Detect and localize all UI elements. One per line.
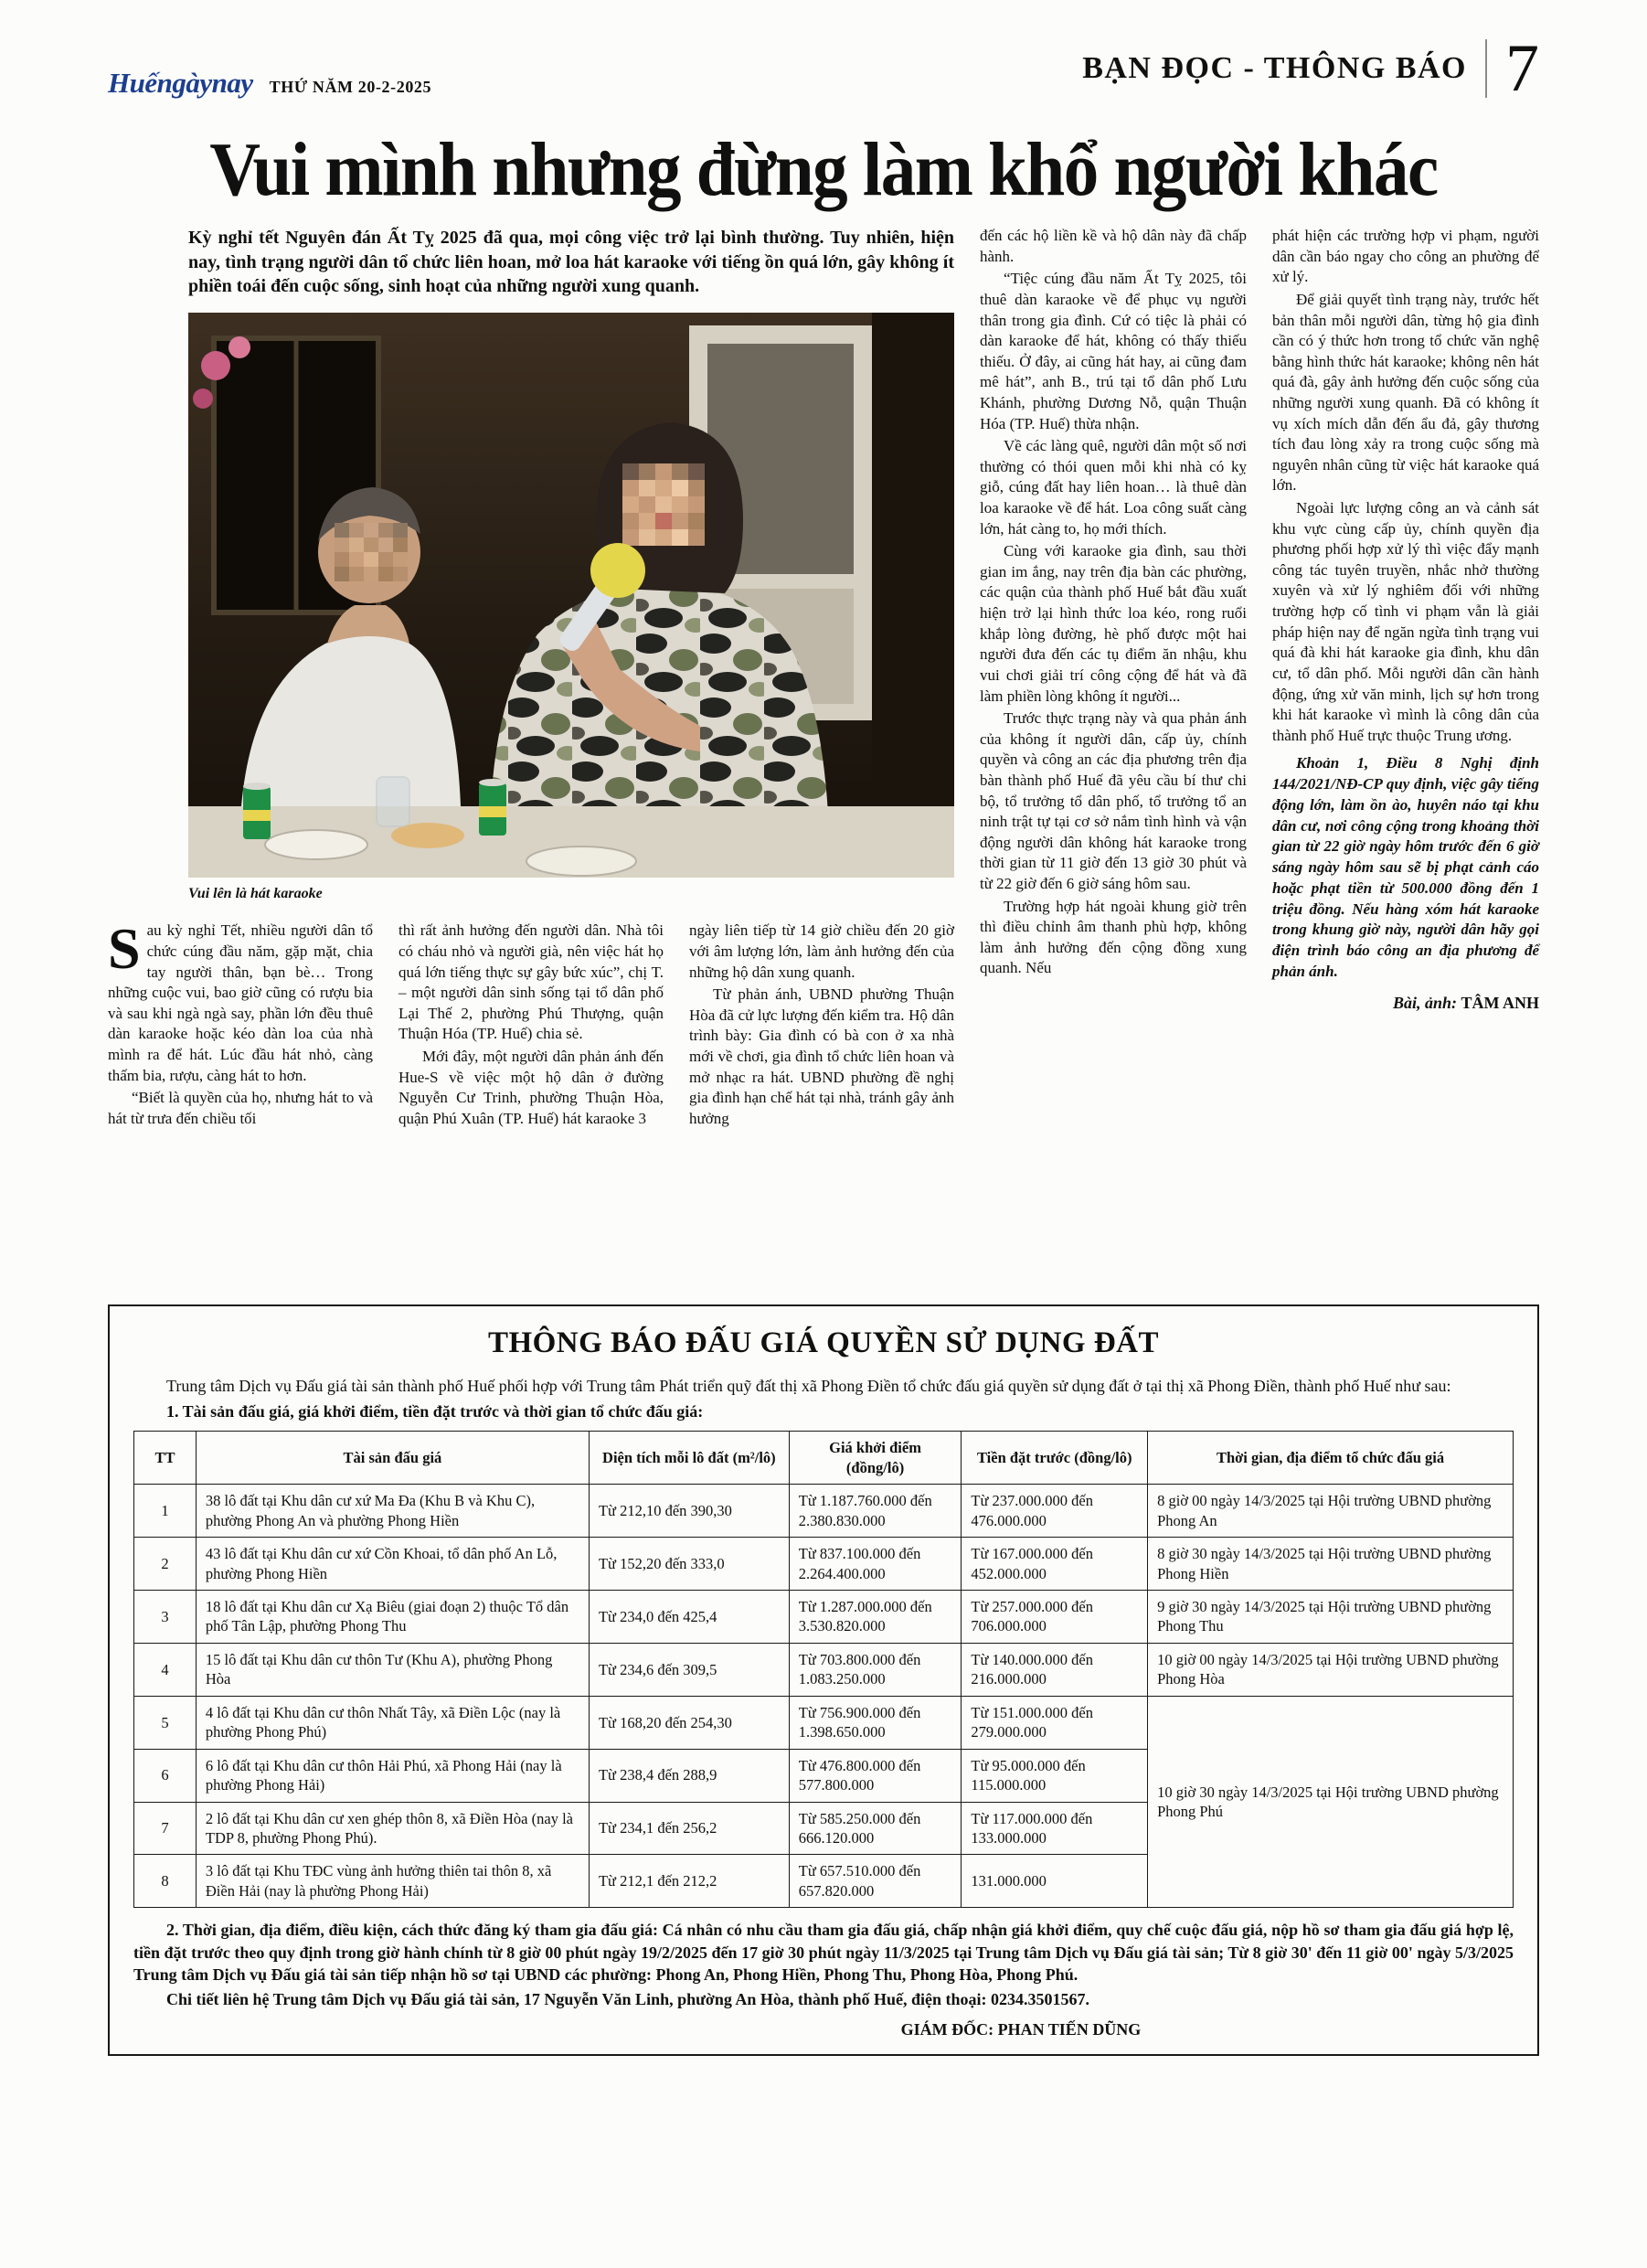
cell-area: Từ 152,20 đến 333,0 bbox=[589, 1538, 789, 1591]
auction-table bbox=[133, 1431, 1514, 1908]
notice-intro: Trung tâm Dịch vụ Đấu giá tài sản thành phố Huế phối hợp với Trung tâm Phát triển quỹ đất thị xã Phong Điền tổ chức đấu giá quyền sử dụng đất ở tại thị xã Phong Điền, thành phố Huế như sau: bbox=[166, 1377, 1451, 1396]
cell-area: Từ 234,6 đến 309,5 bbox=[589, 1643, 789, 1696]
cell-tt: 7 bbox=[134, 1802, 197, 1855]
article-column-3 bbox=[689, 921, 954, 1131]
paragraph-text: au kỳ nghỉ Tết, nhiều người dân tổ chức cúng đầu năm, gặp mặt, chia tay người thân, bạn bè… Trong những cuộc vui, bao giờ cũng có rượu bia và sau khi ngà ngà say, phần lớn đều thuê dàn karaoke hoặc kéo dàn loa của nhà mình ra để hát. Lúc đầu hát nhỏ, càng thấm bia, rượu, càng hát to hơn. bbox=[108, 921, 373, 1084]
header-divider bbox=[1485, 39, 1487, 98]
cell-area: Từ 212,1 đến 212,2 bbox=[589, 1855, 789, 1908]
paragraph: đến các hộ liền kề và hộ dân này đã chấp hành. bbox=[980, 227, 1247, 265]
cell-area: Từ 168,20 đến 254,30 bbox=[589, 1696, 789, 1749]
cell-asset: 3 lô đất tại Khu TĐC vùng ảnh hưởng thiên tai thôn 8, xã Điền Hải (nay là phường Phong Hải) bbox=[196, 1855, 589, 1908]
cell-asset: 2 lô đất tại Khu dân cư xen ghép thôn 8, xã Điền Hòa (nay là TDP 8, phường Phong Phú). bbox=[196, 1802, 589, 1855]
cell-price: Từ 756.900.000 đến 1.398.650.000 bbox=[789, 1696, 962, 1749]
masthead-logo: Huếngàynay bbox=[108, 66, 253, 99]
cell-price: Từ 703.800.000 đến 1.083.250.000 bbox=[789, 1643, 962, 1696]
cell-time: 10 giờ 00 ngày 14/3/2025 tại Hội trường UBND phường Phong Hòa bbox=[1148, 1643, 1514, 1696]
cell-deposit: Từ 237.000.000 đến 476.000.000 bbox=[962, 1485, 1148, 1538]
table-row bbox=[134, 1591, 1514, 1644]
header-asset: Tài sản đấu giá bbox=[196, 1432, 589, 1485]
page-number: 7 bbox=[1505, 31, 1539, 106]
cell-tt: 6 bbox=[134, 1749, 197, 1802]
table-row bbox=[134, 1485, 1514, 1538]
paragraph: Về các làng quê, người dân một số nơi thường có thói quen mỗi khi nhà có kỵ giỗ, cúng đất hay liên hoan… là thuê dàn loa karaoke về để hát. Loa công suất càng lớn, hát càng to, họ mới thích. bbox=[980, 437, 1247, 538]
paragraph: “Biết là quyền của họ, nhưng hát to và hát từ trưa đến chiều tối bbox=[108, 1089, 373, 1127]
cell-area: Từ 212,10 đến 390,30 bbox=[589, 1485, 789, 1538]
cell-time-merged: 10 giờ 30 ngày 14/3/2025 tại Hội trường UBND phường Phong Phú bbox=[1148, 1696, 1514, 1908]
cell-time: 8 giờ 00 ngày 14/3/2025 tại Hội trường UBND phường Phong An bbox=[1148, 1485, 1514, 1538]
cell-price: Từ 476.800.000 đến 577.800.000 bbox=[789, 1749, 962, 1802]
article-headline: Vui mình nhưng đừng làm khổ người khác bbox=[209, 126, 1438, 212]
notice-contact: Chi tiết liên hệ Trung tâm Dịch vụ Đấu giá tài sản, 17 Nguyễn Văn Linh, phường An Hòa, thành phố Huế, điện thoại: 0234.3501567. bbox=[166, 1989, 1089, 2008]
cell-deposit: 131.000.000 bbox=[962, 1855, 1148, 1908]
cell-deposit: Từ 151.000.000 đến 279.000.000 bbox=[962, 1696, 1148, 1749]
paragraph: “Tiệc cúng đầu năm Ất Tỵ 2025, tôi thuê dàn karaoke về để phục vụ người thân trong gia đình. Cứ có tiệc là phải có dàn karaoke để hát, không có thấy thiếu thiếu. Ở đây, ai cũng hát hay, ai cũng đam mê hát”, anh B., trú tại tổ dân phố Lưu Khánh, phường Dương Nỗ, quận Thuận Hóa (TP. Huế) thừa nhận. bbox=[980, 270, 1247, 432]
masthead bbox=[108, 67, 431, 100]
article-columns-lower bbox=[108, 916, 954, 1131]
auction-notice bbox=[108, 1304, 1539, 2056]
byline-name: TÂM ANH bbox=[1461, 993, 1539, 1012]
article-body bbox=[108, 226, 1539, 1277]
paragraph: Trường hợp hát ngoài khung giờ trên thì điều chỉnh âm thanh phù hợp, không làm ảnh hưởng đến cộng đồng xung quanh. Nếu bbox=[980, 897, 1247, 977]
cell-area: Từ 234,1 đến 256,2 bbox=[589, 1802, 789, 1855]
drop-cap: S bbox=[108, 916, 141, 982]
header-deposit: Tiền đặt trước (đồng/lô) bbox=[962, 1432, 1148, 1485]
karaoke-photo-illustration bbox=[188, 313, 954, 878]
cell-price: Từ 837.100.000 đến 2.264.400.000 bbox=[789, 1538, 962, 1591]
table-row bbox=[134, 1538, 1514, 1591]
cell-tt: 4 bbox=[134, 1643, 197, 1696]
cell-price: Từ 1.287.000.000 đến 3.530.820.000 bbox=[789, 1591, 962, 1644]
cell-deposit: Từ 95.000.000 đến 115.000.000 bbox=[962, 1749, 1148, 1802]
article-column-4 bbox=[980, 226, 1247, 1277]
cell-deposit: Từ 167.000.000 đến 452.000.000 bbox=[962, 1538, 1148, 1591]
paragraph: Trước thực trạng này và qua phản ánh của không ít người dân, cấp ủy, chính quyền và công an các địa phương trên địa bàn thành phố Huế đã yêu cầu bí thư chi bộ, tổ trưởng tổ dân phố, tổ trưởng tổ an ninh trật tự tại cơ sở nắm tình hình và vận động người dân không hát karaoke trong thời gian từ 11 giờ đến 13 giờ 30 phút và từ 22 giờ đến 6 giờ sáng hôm sau. bbox=[980, 709, 1247, 893]
table-row bbox=[134, 1643, 1514, 1696]
paragraph: Mới đây, một người dân phản ánh đến Hue-S về việc một hộ dân ở đường Nguyễn Cư Trinh, phường Thuận Hòa, quận Phú Xuân (TP. Huế) hát karaoke 3 bbox=[398, 1047, 664, 1127]
section-header bbox=[1082, 31, 1539, 106]
header-tt: TT bbox=[134, 1432, 197, 1485]
cell-asset: 6 lô đất tại Khu dân cư thôn Hải Phú, xã Phong Hải (nay là phường Phong Hải) bbox=[196, 1749, 589, 1802]
notice-section2-text: Cá nhân có nhu cầu tham gia đấu giá, chấp nhận giá khởi điểm, quy chế cuộc đấu giá, nộp hồ sơ tham gia đấu giá hợp lệ, tiền đặt trước theo quy định trong giờ hành chính từ 8 giờ 00 phút ngày 19/2/2025 đến 17 giờ 30 phút ngày 11/3/2025 tại Trung tâm Dịch vụ Đấu giá tài sản; Từ 8 giờ 30' đến 11 giờ 00' ngày 5/3/2025 Trung tâm Dịch vụ Đấu giá tài sản tiếp nhận hồ sơ tại UBND các phường: Phong An, Phong Hiền, Phong Thu, Phong Hòa, Phong Phú. bbox=[133, 1921, 1514, 1985]
article-column-2 bbox=[398, 921, 664, 1131]
cell-price: Từ 585.250.000 đến 666.120.000 bbox=[789, 1802, 962, 1855]
header-time: Thời gian, địa điểm tổ chức đấu giá bbox=[1148, 1432, 1514, 1485]
cell-deposit: Từ 140.000.000 đến 216.000.000 bbox=[962, 1643, 1148, 1696]
paragraph: Ngoài lực lượng công an và cảnh sát khu vực cùng cấp ủy, chính quyền địa phương phối hợp xử lý thì việc đẩy mạnh công tác tuyên truyền, nhắc nhở thường xuyên và xử lý nghiêm đối với những trường hợp cố tình vi phạm vẫn là giải pháp hiện nay để ngăn ngừa tình trạng vui quá đà khi hát karaoke gia đình, khu dân cư, tổ dân phố. Mỗi người dân cần hành động, ứng xử văn minh, lịch sự hơn trong khi hát karaoke vì mình là công dân của thành phố Huế trực thuộc Trung ương. bbox=[1272, 499, 1539, 744]
article-lede: Kỳ nghỉ tết Nguyên đán Ất Tỵ 2025 đã qua, mọi công việc trở lại bình thường. Tuy nhiên, hiện nay, tình trạng người dân tổ chức liên hoan, mở loa hát karaoke với tiếng ồn quá lớn, gây không ít phiền toái đến cuộc sống, sinh hoạt của những người xung quanh. bbox=[188, 228, 954, 296]
cell-area: Từ 238,4 đến 288,9 bbox=[589, 1749, 789, 1802]
cell-tt: 1 bbox=[134, 1485, 197, 1538]
cell-time: 9 giờ 30 ngày 14/3/2025 tại Hội trường UBND phường Phong Thu bbox=[1148, 1591, 1514, 1644]
legal-note: Khoản 1, Điều 8 Nghị định 144/2021/NĐ-CP quy định, việc gây tiếng động lớn, làm ồn ào, huyên náo tại khu dân cư, nơi công cộng trong khoảng thời gian từ 22 giờ ngày hôm trước đến 6 giờ sáng ngày hôm sau sẽ bị phạt cảnh cáo hoặc phạt tiền từ 500.000 đồng đến 1 triệu đồng. Nếu hàng xóm hát karaoke trong khung giờ này, người dân hãy gọi điện trình báo công an địa phương để phản ánh. bbox=[1272, 754, 1539, 981]
cell-tt: 3 bbox=[134, 1591, 197, 1644]
article-photo bbox=[188, 313, 954, 878]
cell-asset: 15 lô đất tại Khu dân cư thôn Tư (Khu A), phường Phong Hòa bbox=[196, 1643, 589, 1696]
cell-asset: 38 lô đất tại Khu dân cư xứ Ma Đa (Khu B và Khu C), phường Phong An và phường Phong Hiền bbox=[196, 1485, 589, 1538]
director-signature: GIÁM ĐỐC: PHAN TIẾN DŨNG bbox=[900, 2019, 1142, 2039]
photo-caption: Vui lên là hát karaoke bbox=[188, 886, 323, 902]
cell-asset: 43 lô đất tại Khu dân cư xứ Cồn Khoai, tổ dân phố An Lỗ, phường Phong Hiền bbox=[196, 1538, 589, 1591]
table-header-row bbox=[134, 1432, 1514, 1485]
paragraph bbox=[108, 916, 373, 1086]
paragraph: thì rất ảnh hưởng đến người dân. Nhà tôi có cháu nhỏ và người già, nên việc hát họ quá lớn tiếng thực sự gây bức xúc”, chị T. – một người dân sinh sống tại tổ dân phố Lại Thế 2, phường Phú Thượng, quận Thuận Hóa (TP. Huế) chia sẻ. bbox=[398, 921, 664, 1043]
article-left-zone bbox=[108, 226, 954, 1277]
cell-price: Từ 657.510.000 đến 657.820.000 bbox=[789, 1855, 962, 1908]
table-row bbox=[134, 1696, 1514, 1749]
cell-time: 8 giờ 30 ngày 14/3/2025 tại Hội trường UBND phường Phong Hiền bbox=[1148, 1538, 1514, 1591]
notice-title: THÔNG BÁO ĐẤU GIÁ QUYỀN SỬ DỤNG ĐẤT bbox=[487, 1326, 1160, 1360]
cell-price: Từ 1.187.760.000 đến 2.380.830.000 bbox=[789, 1485, 962, 1538]
article-column-1 bbox=[108, 916, 373, 1131]
section-title: BẠN ĐỌC - THÔNG BÁO bbox=[1082, 51, 1467, 86]
cell-deposit: Từ 257.000.000 đến 706.000.000 bbox=[962, 1591, 1148, 1644]
pixelated-face-right bbox=[622, 463, 705, 546]
notice-section1: 1. Tài sản đấu giá, giá khởi điểm, tiền đặt trước và thời gian tổ chức đấu giá: bbox=[166, 1402, 704, 1421]
cell-tt: 8 bbox=[134, 1855, 197, 1908]
cell-area: Từ 234,0 đến 425,4 bbox=[589, 1591, 789, 1644]
issue-date: THỨ NĂM 20-2-2025 bbox=[269, 77, 432, 96]
header-price: Giá khởi điểm (đồng/lô) bbox=[789, 1432, 962, 1485]
header-area: Diện tích mỗi lô đất (m²/lô) bbox=[589, 1432, 789, 1485]
paragraph: Cùng với karaoke gia đình, sau thời gian im ắng, nay trên địa bàn các phường, các quận của thành phố Huế bắt đầu xuất hiện trở lại hình thức loa kéo, rong ruổi khắp lòng đường, hè phố được một hai người đưa đến các tụ điểm ăn nhậu, khu vui chơi giải trí công cộng để hát và đã làm phiền lòng không ít người... bbox=[980, 542, 1247, 705]
cell-asset: 18 lô đất tại Khu dân cư Xạ Biêu (giai đoạn 2) thuộc Tổ dân phố Tân Lập, phường Phong Thu bbox=[196, 1591, 589, 1644]
cell-asset: 4 lô đất tại Khu dân cư thôn Nhất Tây, xã Điền Lộc (nay là phường Phong Phú) bbox=[196, 1696, 589, 1749]
cell-tt: 2 bbox=[134, 1538, 197, 1591]
article-column-5 bbox=[1272, 226, 1539, 1277]
byline bbox=[1272, 994, 1539, 1013]
cell-deposit: Từ 117.000.000 đến 133.000.000 bbox=[962, 1802, 1148, 1855]
pixelated-face-left bbox=[335, 523, 408, 581]
notice-section2 bbox=[133, 1919, 1514, 1986]
article-right-zone bbox=[980, 226, 1539, 1277]
paragraph: Để giải quyết tình trạng này, trước hết bản thân mỗi người dân, từng hộ gia đình cần có ý thức hơn trong tổ chức văn nghệ bằng hình thức hát karaoke; không nên hát quá đà, gây ảnh hưởng đến cuộc sống của những người xung quanh. Đã có không ít vụ xích mích dẫn đến ẩu đả, gây thương tích đau lòng xảy ra trong cuộc sống mà nguyên nhân cũng từ việc hát karaoke quá lớn. bbox=[1272, 290, 1539, 495]
paragraph: Từ phản ánh, UBND phường Thuận Hòa đã cử lực lượng đến kiểm tra. Hộ dân trình bày: Gia đình có bà con ở xa nhà mới về chơi, gia đình tổ chức liên hoan và mở nhạc ra hát. UBND phường đề nghị gia đình hạn chế hát tại nhà, tránh gây ảnh hưởng bbox=[689, 985, 954, 1127]
paragraph: ngày liên tiếp từ 14 giờ chiều đến 20 giờ với âm lượng lớn, làm ảnh hưởng đến của những hộ dân xung quanh. bbox=[689, 921, 954, 981]
cell-tt: 5 bbox=[134, 1696, 197, 1749]
notice-section2-label: 2. Thời gian, địa điểm, điều kiện, cách thức đăng ký tham gia đấu giá: bbox=[166, 1921, 658, 1940]
paragraph: phát hiện các trường hợp vi phạm, người dân cần báo ngay cho công an phường để xử lý. bbox=[1272, 227, 1539, 286]
byline-label: Bài, ảnh: bbox=[1392, 993, 1457, 1012]
page-header bbox=[108, 31, 1539, 106]
